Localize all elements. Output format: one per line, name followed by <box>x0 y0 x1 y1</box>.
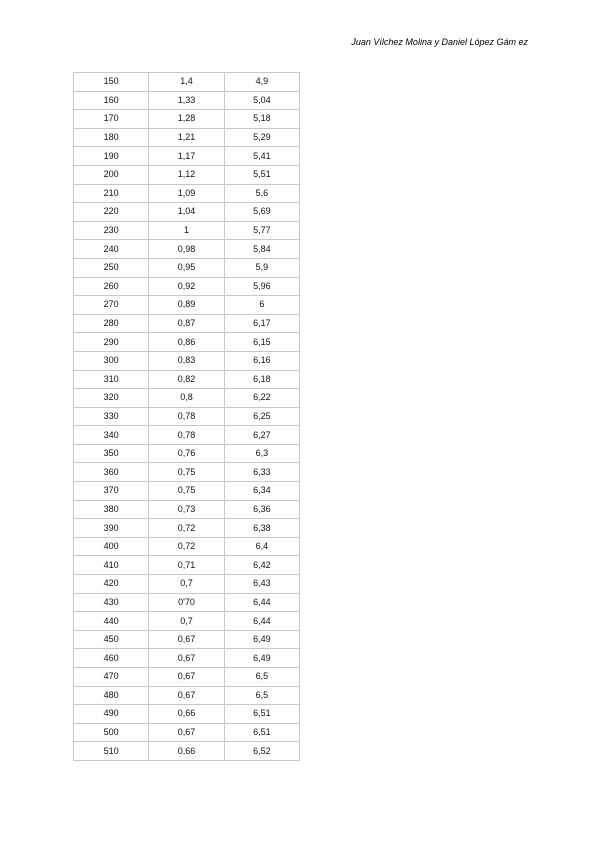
table-cell-col2: 0,73 <box>149 500 224 519</box>
table-cell-col3: 6,17 <box>224 314 299 333</box>
table-cell-col2: 0,98 <box>149 240 224 259</box>
table-cell-col2: 0,72 <box>149 537 224 556</box>
table-cell-col2: 1 <box>149 221 224 240</box>
table-cell-col2: 0,76 <box>149 444 224 463</box>
table-cell-col1: 230 <box>74 221 149 240</box>
table-cell-col2: 1,17 <box>149 147 224 166</box>
table-cell-col2: 0,75 <box>149 463 224 482</box>
table-row <box>74 240 300 259</box>
table-cell-col1: 430 <box>74 593 149 612</box>
table-row <box>74 221 300 240</box>
table-cell-col2: 1,28 <box>149 110 224 129</box>
table-cell-col2: 0,67 <box>149 630 224 649</box>
table-row <box>74 333 300 352</box>
table-cell-col1: 420 <box>74 575 149 594</box>
table-cell-col1: 280 <box>74 314 149 333</box>
table-cell-col2: 0,92 <box>149 277 224 296</box>
table-cell-col3: 5,41 <box>224 147 299 166</box>
table-cell-col3: 5,84 <box>224 240 299 259</box>
table-cell-col1: 150 <box>74 73 149 92</box>
table-cell-col1: 200 <box>74 165 149 184</box>
table-cell-col2: 1,33 <box>149 91 224 110</box>
table-row <box>74 110 300 129</box>
table-row <box>74 742 300 761</box>
table-cell-col3: 6,51 <box>224 723 299 742</box>
table-cell-col1: 410 <box>74 556 149 575</box>
table-cell-col3: 5,6 <box>224 184 299 203</box>
table-cell-col1: 400 <box>74 537 149 556</box>
table-cell-col1: 170 <box>74 110 149 129</box>
table-row <box>74 723 300 742</box>
table-cell-col1: 300 <box>74 351 149 370</box>
table-cell-col3: 6,22 <box>224 389 299 408</box>
table-cell-col1: 480 <box>74 686 149 705</box>
table-row <box>74 351 300 370</box>
table-cell-col3: 6,44 <box>224 593 299 612</box>
table-cell-col3: 6,43 <box>224 575 299 594</box>
table-cell-col1: 310 <box>74 370 149 389</box>
table-cell-col3: 6,25 <box>224 407 299 426</box>
table-row <box>74 296 300 315</box>
table-row <box>74 575 300 594</box>
table-row <box>74 314 300 333</box>
table-cell-col3: 6,38 <box>224 519 299 538</box>
table-cell-col3: 6,49 <box>224 630 299 649</box>
table-row <box>74 73 300 92</box>
data-table <box>73 72 300 761</box>
table-cell-col2: 0,8 <box>149 389 224 408</box>
table-cell-col2: 0,66 <box>149 705 224 724</box>
table-cell-col3: 6,16 <box>224 351 299 370</box>
table-cell-col1: 490 <box>74 705 149 724</box>
table-cell-col1: 510 <box>74 742 149 761</box>
table-cell-col3: 6,5 <box>224 668 299 687</box>
table-cell-col1: 460 <box>74 649 149 668</box>
table-cell-col3: 6,3 <box>224 444 299 463</box>
table-cell-col1: 330 <box>74 407 149 426</box>
table-row <box>74 165 300 184</box>
table-row <box>74 556 300 575</box>
table-row <box>74 630 300 649</box>
table-cell-col2: 0,89 <box>149 296 224 315</box>
table-cell-col2: 0,86 <box>149 333 224 352</box>
table-cell-col2: 0,83 <box>149 351 224 370</box>
table-cell-col3: 5,9 <box>224 258 299 277</box>
table-cell-col1: 220 <box>74 203 149 222</box>
table-cell-col1: 440 <box>74 612 149 631</box>
table-row <box>74 258 300 277</box>
table-row <box>74 389 300 408</box>
table-row <box>74 407 300 426</box>
table-cell-col1: 450 <box>74 630 149 649</box>
table-cell-col1: 470 <box>74 668 149 687</box>
table-cell-col2: 0,78 <box>149 426 224 445</box>
table-cell-col3: 6,42 <box>224 556 299 575</box>
table-cell-col1: 340 <box>74 426 149 445</box>
table-cell-col2: 0'70 <box>149 593 224 612</box>
table-row <box>74 686 300 705</box>
table-cell-col3: 6,15 <box>224 333 299 352</box>
table-row <box>74 277 300 296</box>
table-row <box>74 649 300 668</box>
table-cell-col3: 5,51 <box>224 165 299 184</box>
table-cell-col3: 6,4 <box>224 537 299 556</box>
table-cell-col2: 0,67 <box>149 668 224 687</box>
table-cell-col2: 0,72 <box>149 519 224 538</box>
table-cell-col3: 5,77 <box>224 221 299 240</box>
table-cell-col3: 5,96 <box>224 277 299 296</box>
table-cell-col3: 6,49 <box>224 649 299 668</box>
table-cell-col2: 0,87 <box>149 314 224 333</box>
table-cell-col3: 5,29 <box>224 128 299 147</box>
table-cell-col3: 6,18 <box>224 370 299 389</box>
table-row <box>74 147 300 166</box>
table-cell-col2: 0,66 <box>149 742 224 761</box>
table-cell-col3: 5,18 <box>224 110 299 129</box>
table-cell-col2: 0,67 <box>149 686 224 705</box>
table-row <box>74 184 300 203</box>
table-cell-col2: 1,09 <box>149 184 224 203</box>
table-cell-col2: 1,12 <box>149 165 224 184</box>
table-row <box>74 668 300 687</box>
table-cell-col2: 1,04 <box>149 203 224 222</box>
table-cell-col3: 6,27 <box>224 426 299 445</box>
table-cell-col3: 6,5 <box>224 686 299 705</box>
table-cell-col1: 360 <box>74 463 149 482</box>
table-row <box>74 444 300 463</box>
table-cell-col2: 0,7 <box>149 612 224 631</box>
table-row <box>74 203 300 222</box>
table-row <box>74 482 300 501</box>
table-cell-col1: 500 <box>74 723 149 742</box>
page-header-authors: Juan Vílchez Molina y Daniel López Gám ez <box>351 37 528 47</box>
table-cell-col3: 6,33 <box>224 463 299 482</box>
table-cell-col2: 0,75 <box>149 482 224 501</box>
table-cell-col3: 6,52 <box>224 742 299 761</box>
table-cell-col1: 350 <box>74 444 149 463</box>
table-row <box>74 537 300 556</box>
table-cell-col3: 6,51 <box>224 705 299 724</box>
table-cell-col2: 0,95 <box>149 258 224 277</box>
table-cell-col3: 6,36 <box>224 500 299 519</box>
table-row <box>74 128 300 147</box>
table-body <box>74 73 300 761</box>
table-cell-col2: 1,21 <box>149 128 224 147</box>
table-cell-col3: 5,69 <box>224 203 299 222</box>
table-cell-col1: 270 <box>74 296 149 315</box>
table-cell-col1: 160 <box>74 91 149 110</box>
table-cell-col1: 210 <box>74 184 149 203</box>
table-row <box>74 91 300 110</box>
table-cell-col2: 0,71 <box>149 556 224 575</box>
table-row <box>74 426 300 445</box>
table-row <box>74 463 300 482</box>
table-cell-col1: 240 <box>74 240 149 259</box>
table-row <box>74 519 300 538</box>
table-cell-col3: 6 <box>224 296 299 315</box>
table-cell-col1: 320 <box>74 389 149 408</box>
table-row <box>74 500 300 519</box>
table-row <box>74 705 300 724</box>
table-cell-col1: 390 <box>74 519 149 538</box>
table-row <box>74 370 300 389</box>
table-cell-col1: 180 <box>74 128 149 147</box>
table-cell-col2: 0,67 <box>149 723 224 742</box>
table-cell-col1: 380 <box>74 500 149 519</box>
table-cell-col1: 370 <box>74 482 149 501</box>
table-cell-col3: 6,44 <box>224 612 299 631</box>
table-cell-col2: 1,4 <box>149 73 224 92</box>
table-cell-col1: 250 <box>74 258 149 277</box>
table-row <box>74 593 300 612</box>
table-cell-col3: 4,9 <box>224 73 299 92</box>
table-cell-col2: 0,7 <box>149 575 224 594</box>
table-cell-col2: 0,78 <box>149 407 224 426</box>
table-row <box>74 612 300 631</box>
table-cell-col1: 190 <box>74 147 149 166</box>
table-cell-col3: 5,04 <box>224 91 299 110</box>
table-cell-col1: 290 <box>74 333 149 352</box>
table-cell-col2: 0,82 <box>149 370 224 389</box>
table-cell-col3: 6,34 <box>224 482 299 501</box>
table-cell-col2: 0,67 <box>149 649 224 668</box>
table-cell-col1: 260 <box>74 277 149 296</box>
